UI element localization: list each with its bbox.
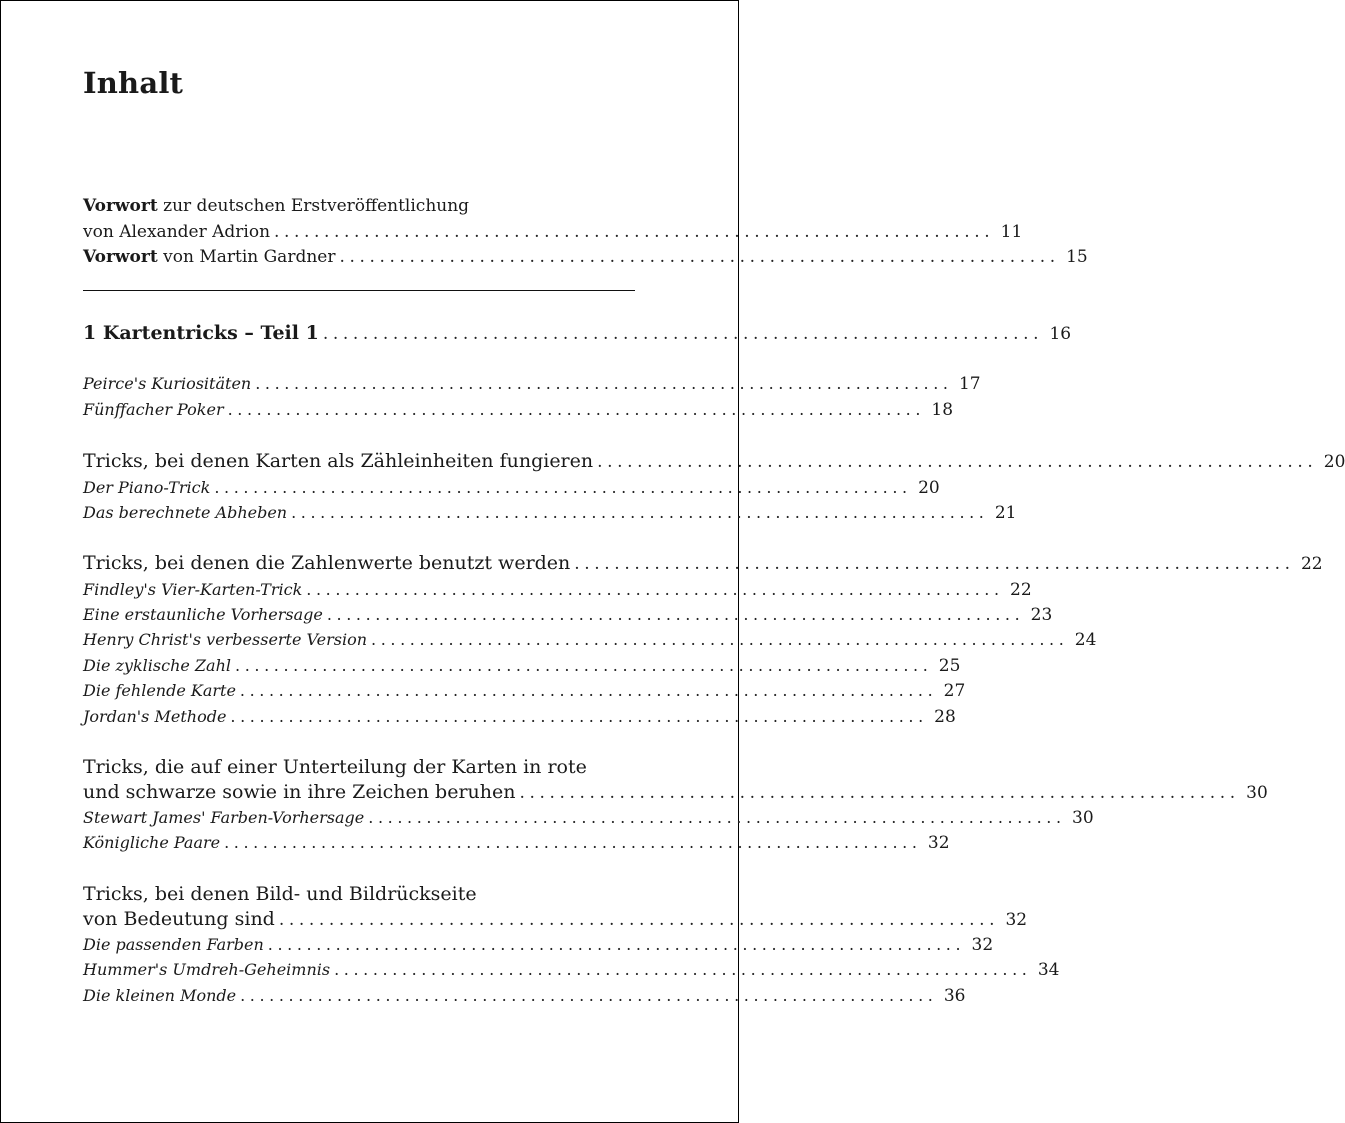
toc-entry-title: Findley's Vier-Karten-Trick [83,580,303,599]
section-heading: Tricks, die auf einer Unterteilung der Karten in rote [83,756,587,778]
leader-dots: ........................................................................ [371,630,1069,649]
chapter-page: 16 [1049,324,1072,344]
section-heading-entry[interactable] [83,552,1323,574]
leader-dots: ........................................................................ [574,554,1295,574]
toc-entry[interactable] [83,707,956,727]
toc-entry-page: 22 [1010,580,1032,600]
section-heading-entry[interactable] [83,908,1028,930]
toc-entry[interactable] [83,935,994,955]
toc-entry-title: Königliche Paare [83,833,221,852]
toc-entry-title: Jordan's Methode [83,707,227,726]
leader-dots: ........................................................................ [597,452,1318,472]
toc-entry[interactable] [83,503,1017,523]
toc-entry[interactable] [83,630,1097,650]
leader-dots: ........................................................................ [274,222,995,242]
toc-entry-page: 25 [938,656,961,676]
chapter-title: 1 Kartentricks – Teil 1 [83,322,319,344]
toc-entry[interactable] [83,808,1094,828]
toc-entry[interactable] [83,222,1023,242]
leader-dots: ........................................................................ [235,656,933,675]
section-divider [83,290,635,291]
toc-entry-page: 32 [1005,910,1028,930]
toc-entry-page: 18 [931,400,954,420]
toc-entry[interactable] [83,656,961,676]
toc-entry-title: Die passenden Farben [83,935,264,954]
leader-dots: ........................................................................ [291,503,989,522]
toc-entry-page: 27 [943,681,966,701]
leader-dots: ........................................................................ [267,935,966,954]
toc-entry[interactable] [83,833,950,853]
section-heading-entry[interactable] [83,781,1268,803]
toc-entry-page: 22 [1300,554,1323,574]
section-heading-line [83,883,635,905]
toc-entry-page: 30 [1246,783,1268,803]
toc-entry-title: von Martin Gardner [157,247,336,267]
toc-entry-page: 28 [934,707,956,727]
toc-entry-title: Die fehlende Karte [83,681,236,700]
toc-entry-page: 20 [918,478,940,498]
leader-dots: ........................................................................ [278,910,1000,930]
leader-dots: ........................................................................ [306,580,1004,599]
toc-entry-page: 21 [994,503,1017,523]
leader-dots: ........................................................................ [227,400,926,419]
leader-dots: ........................................................................ [224,833,922,852]
toc-entry-page: 32 [971,935,994,955]
toc-entry-title: Der Piano-Trick [83,478,211,497]
toc-entry[interactable] [83,986,966,1006]
leader-dots: ........................................................................ [368,808,1066,827]
foreword-label: Vorwort [83,196,158,216]
toc-entry[interactable] [83,580,1032,600]
leader-dots: ........................................................................ [519,783,1240,803]
toc-entry-title: Henry Christ's verbesserte Version [83,630,368,649]
toc-entry-page: 36 [943,986,966,1006]
toc-entry-title: von Alexander Adrion [83,222,271,242]
foreword-label: Vorwort [83,247,158,267]
leader-dots: ........................................................................ [240,986,938,1005]
section-heading-line [83,756,635,778]
section-heading-continued: von Bedeutung sind [83,908,275,930]
leader-dots: ........................................................................ [230,707,928,726]
toc-entry[interactable] [83,478,940,498]
toc-entry-title: Die zyklische Zahl [83,656,232,675]
toc-entry-page: 34 [1037,960,1060,980]
toc-entry-title: Fünffacher Poker [83,400,224,419]
chapter-entry[interactable] [83,322,1072,344]
toc-entry[interactable] [83,605,1053,625]
toc-entry[interactable] [83,247,1088,267]
toc-entry-title: Die kleinen Monde [83,986,237,1005]
leader-dots: ........................................................................ [322,324,1044,344]
leader-dots: ........................................................................ [255,374,953,393]
toc-entry-title: Hummer's Umdreh-Geheimnis [83,960,331,979]
toc-entry-title: Eine erstaunliche Vorhersage [83,605,323,624]
section-heading-continued: und schwarze sowie in ihre Zeichen beruhen [83,781,516,803]
toc-entry-page: 32 [927,833,950,853]
leader-dots: ........................................................................ [339,247,1060,267]
toc-entry-page: 11 [1000,222,1023,242]
leader-dots: ........................................................................ [239,681,938,700]
toc-entry[interactable] [83,400,954,420]
toc-entry-title: Das berechnete Abheben [83,503,288,522]
page-title: Inhalt [83,66,184,100]
toc-entry-title: Peirce's Kuriositäten [83,374,252,393]
leader-dots: ........................................................................ [334,960,1032,979]
leader-dots: ........................................................................ [214,478,912,497]
toc-entry[interactable] [83,960,1060,980]
section-heading: Tricks, bei denen die Zahlenwerte benutzt werden [83,552,571,574]
toc-entry-page: 15 [1066,247,1088,267]
toc-entry[interactable] [83,374,981,394]
leader-dots: ........................................................................ [326,605,1025,624]
foreword-adrion-line1 [83,196,635,216]
section-heading: Tricks, bei denen Bild- und Bildrückseite [83,883,477,905]
toc-entry-page: 20 [1323,452,1345,472]
toc-entry-page: 30 [1072,808,1094,828]
toc-entry[interactable] [83,681,966,701]
section-heading-entry[interactable] [83,450,1345,472]
toc-entry-title: Stewart James' Farben-Vorhersage [83,808,365,827]
section-heading: Tricks, bei denen Karten als Zähleinheiten fungieren [83,450,594,472]
toc-entry-page: 23 [1030,605,1053,625]
foreword-subtitle: zur deutschen Erstveröffentlichung [157,196,470,216]
toc-entry-page: 17 [958,374,981,394]
toc-entry-page: 24 [1074,630,1097,650]
